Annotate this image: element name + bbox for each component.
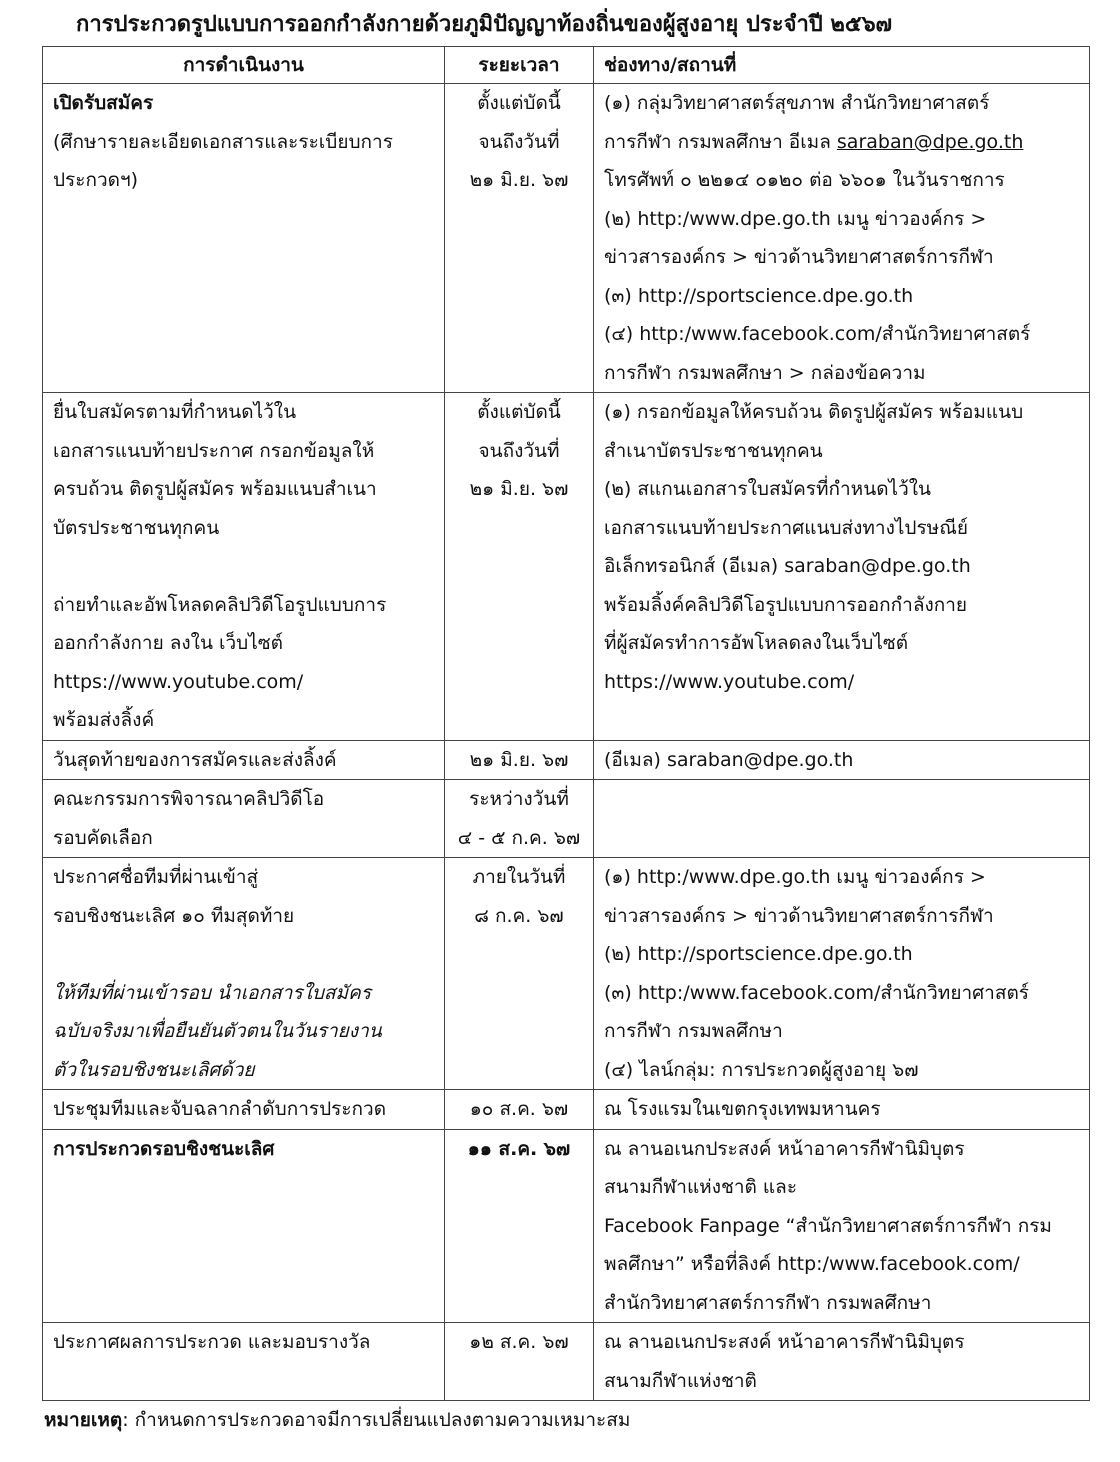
channel-text: ณ ลานอเนกประสงค์ หน้าอาคารกีฬานิมิบุตร [604,1137,965,1160]
table-row [43,1090,1090,1130]
table-row [43,858,1090,1090]
channel-text: สำนักวิทยาศาสตร์การกีฬา กรมพลศึกษา [604,1291,932,1314]
activity-note: ให้ทีมที่ผ่านเข้ารอบ นำเอกสารใบสมัคร [53,981,371,1004]
table-row [43,1129,1090,1323]
activity-text: ยื่นใบสมัครตามที่กำหนดไว้ใน [53,401,297,423]
period-text: ๘ ก.ค. ๖๗ [474,904,564,927]
channel-text: การกีฬา กรมพลศึกษา > กล่องข้อความ [604,361,926,384]
footnote-label: หมายเหตุ [44,1409,123,1431]
activity-text: การประกวดรอบชิงชนะเลิศ [53,1137,275,1160]
table-row [43,1323,1090,1401]
channel-text: พลศึกษา” หรือที่ลิงค์ http:/www.facebook.com/ [604,1253,1020,1275]
header-activity: การดำเนินงาน [43,47,445,84]
table-row [43,780,1090,858]
period-cell [445,858,594,1090]
channel-text: อิเล็กทรอนิกส์ (อีเมล) saraban@dpe.go.th [604,555,971,577]
activity-text: ถ่ายทำและอัพโหลดคลิปวิดีโอรูปแบบการ [53,593,387,616]
activity-text: ครบถ้วน ติดรูปผู้สมัคร พร้อมแนบสำเนา [53,478,377,500]
channel-cell [594,393,1090,741]
period-cell [445,780,594,858]
period-text: ๑๐ ส.ค. ๖๗ [469,1098,569,1120]
activity-text: เปิดรับสมัคร [53,92,154,114]
channel-text: ที่ผู้สมัครทำการอัพโหลดลงในเว็บไซต์ [604,632,909,654]
channel-text: สนามกีฬาแห่งชาติ และ [604,1176,798,1198]
period-text: ๔ - ๕ ก.ค. ๖๗ [457,826,581,849]
channel-cell [594,858,1090,1090]
activity-cell [43,858,445,1090]
header-channel: ช่องทาง/สถานที่ [594,47,1090,84]
channel-text: ข่าวสารองค์กร > ข่าวด้านวิทยาศาสตร์การกีฬา [604,904,994,927]
channel-text: (อีเมล) saraban@dpe.go.th [604,748,854,771]
activity-text: ออกกำลังกาย ลงใน เว็บไซต์ [53,632,284,654]
activity-text: ประชุมทีมและจับฉลากลำดับการประกวด [53,1098,387,1120]
channel-cell [594,84,1090,393]
channel-text: Facebook Fanpage “สำนักวิทยาศาสตร์การกีฬา กรม [604,1214,1052,1237]
header-period: ระยะเวลา [445,47,594,84]
spacer [53,547,434,586]
period-text: ๑๑ ส.ค. ๖๗ [467,1137,571,1160]
channel-cell [594,1090,1090,1130]
period-text: ตั้งแต่บัดนี้ [477,92,561,114]
activity-cell [43,1323,445,1401]
period-text: ระหว่างวันที่ [469,788,569,810]
period-text: ตั้งแต่บัดนี้ [477,401,561,423]
table-header-row [43,47,1090,84]
channel-cell [594,740,1090,780]
period-cell [445,84,594,393]
activity-note: ฉบับจริงมาเพื่อยืนยันตัวตนในวันรายงาน [53,1020,382,1042]
activity-text: (ศึกษารายละเอียดเอกสารและระเบียบการ [53,130,393,153]
email-link[interactable]: saraban@dpe.go.th [836,130,1024,153]
period-cell [445,1129,594,1323]
table-row [43,393,1090,741]
channel-cell [594,780,1090,858]
channel-text: (๓) http://sportscience.dpe.go.th [604,284,914,307]
channel-text: การกีฬา กรมพลศึกษา [604,1020,783,1042]
table-row [43,84,1090,393]
footnote-text: : กำหนดการประกวดอาจมีการเปลี่ยนแปลงตามความเหมาะสม [122,1409,631,1431]
channel-text: (๓) http:/www.facebook.com/สำนักวิทยาศาสตร์ [604,981,1029,1004]
period-text: ๒๑ มิ.ย. ๖๗ [469,748,569,771]
channel-text: (๒) สแกนเอกสารใบสมัครที่กำหนดไว้ใน [604,478,932,500]
period-cell [445,1323,594,1401]
channel-text: ข่าวสารองค์กร > ข่าวด้านวิทยาศาสตร์การกีฬา [604,246,994,268]
activity-text: ประกวดฯ) [53,169,139,191]
period-cell [445,740,594,780]
activity-text: วันสุดท้ายของการสมัครและส่งลิ้งค์ [53,748,337,771]
activity-cell [43,1090,445,1130]
activity-cell [43,393,445,741]
channel-text: ณ โรงแรมในเขตกรุงเทพมหานคร [604,1098,881,1120]
schedule-table [42,46,1090,1401]
channel-text: การกีฬา กรมพลศึกษา อีเมล [604,130,831,153]
activity-text: รอบคัดเลือก [53,826,153,849]
activity-cell [43,1129,445,1323]
channel-text: https://www.youtube.com/ [604,670,855,693]
activity-note: ตัวในรอบชิงชนะเลิศด้วย [53,1058,255,1081]
period-text: ภายในวันที่ [472,866,566,888]
activity-text: เอกสารแนบท้ายประกาศ กรอกข้อมูลให้ [53,439,375,462]
channel-text: (๑) กรอกข้อมูลให้ครบถ้วน ติดรูปผู้สมัคร พร้อมแนบ [604,401,1024,423]
page-title: การประกวดรูปแบบการออกกำลังกายด้วยภูมิปัญญาท้องถิ่นของผู้สูงอายุ ประจำปี ๒๕๖๗ [76,12,893,37]
activity-text: บัตรประชาชนทุกคน [53,516,220,539]
channel-text: (๒) http:/www.dpe.go.th เมนู ข่าวองค์กร > [604,207,987,230]
spacer [53,935,434,974]
table-row [43,740,1090,780]
channel-text: พร้อมลิ้งค์คลิปวิดีโอรูปแบบการออกกำลังกาย [604,593,968,616]
activity-cell [43,84,445,393]
channel-text: สำเนาบัตรประชาชนทุกคน [604,439,823,462]
channel-text: (๒) http://sportscience.dpe.go.th [604,943,913,965]
activity-cell [43,780,445,858]
channel-text [604,123,1079,162]
period-text: จนถึงวันที่ [478,439,560,462]
channel-text: โทรศัพท์ ๐ ๒๒๑๔ ๐๑๒๐ ต่อ ๖๖๐๑ ในวันราชการ [604,169,1005,191]
channel-text: ณ ลานอเนกประสงค์ หน้าอาคารกีฬานิมิบุตร [604,1331,965,1353]
channel-text: เอกสารแนบท้ายประกาศแนบส่งทางไปรษณีย์ [604,516,968,539]
channel-text: (๔) http:/www.facebook.com/สำนักวิทยาศาสตร์ [604,323,1031,345]
channel-text: (๑) กลุ่มวิทยาศาสตร์สุขภาพ สำนักวิทยาศาสตร์ [604,92,990,114]
footnote [44,1403,630,1437]
period-text: ๒๑ มิ.ย. ๖๗ [469,478,569,500]
activity-cell [43,740,445,780]
channel-cell [594,1323,1090,1401]
period-cell [445,393,594,741]
period-text: ๒๑ มิ.ย. ๖๗ [469,169,569,191]
period-text: ๑๒ ส.ค. ๖๗ [469,1331,569,1353]
activity-text: รอบชิงชนะเลิศ ๑๐ ทีมสุดท้าย [53,904,295,927]
activity-text: พร้อมส่งลิ้งค์ [53,709,155,731]
period-text: จนถึงวันที่ [478,130,560,153]
channel-cell [594,1129,1090,1323]
activity-text: ประกาศผลการประกวด และมอบรางวัล [53,1331,371,1353]
activity-text: คณะกรรมการพิจารณาคลิปวิดีโอ [53,788,325,810]
activity-text: ประกาศชื่อทีมที่ผ่านเข้าสู่ [53,866,259,888]
channel-text: (๑) http:/www.dpe.go.th เมนู ข่าวองค์กร > [604,866,986,888]
channel-text: สนามกีฬาแห่งชาติ [604,1369,757,1392]
channel-text: (๔) ไลน์กลุ่ม: การประกวดผู้สูงอายุ ๖๗ [604,1058,919,1081]
activity-text: https://www.youtube.com/ [53,670,304,693]
period-cell [445,1090,594,1130]
